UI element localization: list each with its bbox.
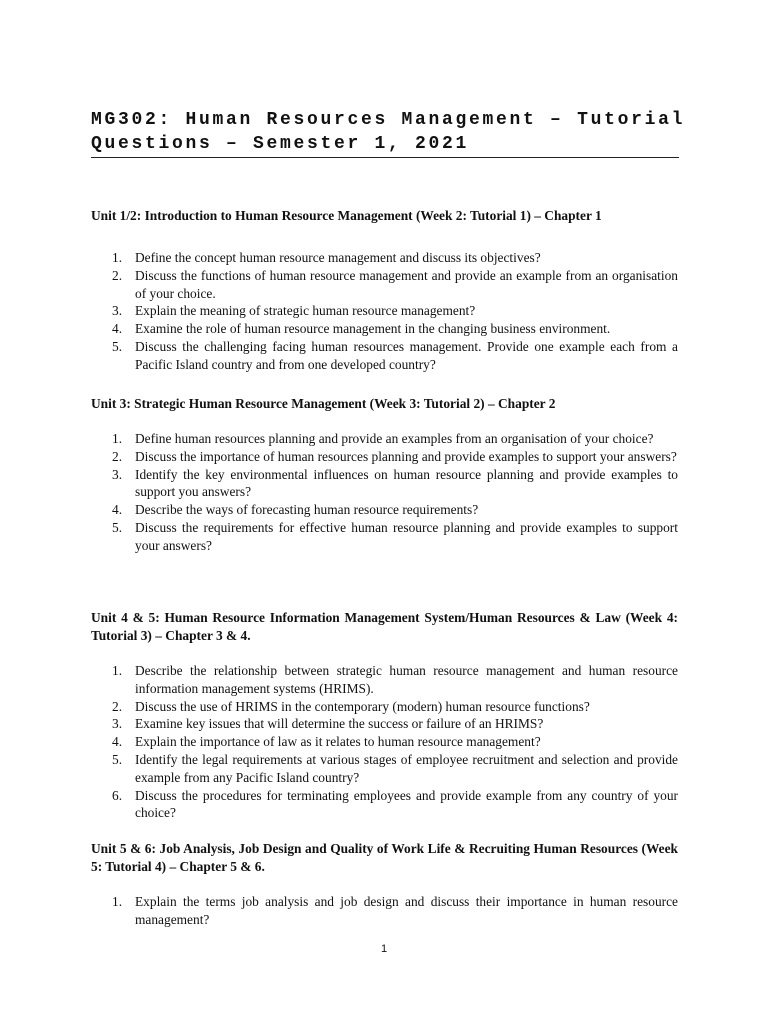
question-item [91,662,678,698]
page-number: 1 [380,943,388,955]
question-item [91,320,678,338]
question-text: Define the concept human resource management and discuss its objectives? [135,250,541,265]
title-underline [91,157,679,158]
question-number: 1. [112,250,123,265]
question-text: Explain the importance of law as it relates to human resource management? [135,734,541,750]
question-number: 2. [112,448,123,464]
unit-heading: Unit 3: Strategic Human Resource Management (Week 3: Tutorial 2) – Chapter 2 [91,396,556,411]
document-title [91,108,686,156]
question-text: Discuss the functions of human resource management and provide an example from an organisation of your choice. [135,267,678,301]
question-item [91,302,678,320]
question-text: Describe the ways of forecasting human resource requirements? [135,502,479,518]
question-item [91,733,678,751]
question-number: 5. [112,519,123,535]
question-number: 6. [112,787,123,803]
question-number: 3. [112,716,123,732]
question-item [91,519,678,555]
question-list [91,430,678,555]
question-number: 1. [112,431,123,446]
question-number: 4. [112,734,123,750]
title-line-2: Questions – Semester 1, 2021 [91,134,470,154]
question-text: Identify the legal requirements at various stages of employee recruitment and selection and provide example from any Pacific Island country? [135,751,678,785]
question-text: Discuss the importance of human resources planning and provide examples to support your answers? [135,448,677,464]
question-text: Discuss the procedures for terminating employees and provide example from any country of your choice? [135,787,678,821]
unit-heading: Unit 4 & 5: Human Resource Information Management System/Human Resources & Law (Week 4: Tutorial 3) – Chapter 3 & 4. [91,610,678,643]
question-item [91,448,678,466]
question-text: Identify the key environmental influences on human resource planning and provide examples to support you answers? [135,466,678,500]
question-text: Examine the role of human resource management in the changing business environment. [135,321,611,337]
question-item [91,893,678,929]
question-number: 5. [112,338,123,354]
question-item [91,501,678,519]
question-list [91,249,678,374]
question-number: 2. [112,698,123,714]
question-item [91,751,678,787]
unit-section-2 [91,395,678,555]
title-line-1: MG302: Human Resources Management – Tutorial [91,110,686,130]
question-text: Discuss the requirements for effective human resource planning and provide examples to support your answers? [135,519,678,553]
unit-section-3 [91,609,678,822]
question-item [91,249,678,267]
question-text: Examine key issues that will determine the success or failure of an HRIMS? [135,716,544,732]
question-number: 4. [112,321,123,337]
question-number: 5. [112,751,123,767]
unit-heading: Unit 5 & 6: Job Analysis, Job Design and Quality of Work Life & Recruiting Human Resources (Week 5: Tutorial 4) – Chapter 5 & 6. [91,841,678,874]
question-number: 3. [112,303,123,319]
question-text: Discuss the use of HRIMS in the contemporary (modern) human resource functions? [135,698,590,714]
unit-heading: Unit 1/2: Introduction to Human Resource Management (Week 2: Tutorial 1) – Chapter 1 [91,208,602,223]
unit-section-1 [91,207,678,374]
question-list [91,893,678,929]
question-text: Discuss the challenging facing human resources management. Provide one example each from a Pacific Island country and from one developed country? [135,338,678,372]
question-list [91,662,678,822]
question-item [91,715,678,733]
question-number: 1. [112,894,123,909]
question-item [91,430,678,448]
question-text: Explain the terms job analysis and job design and discuss their importance in human resource management? [135,894,678,927]
question-text: Define human resources planning and provide an examples from an organisation of your choice? [135,431,654,446]
question-item [91,787,678,823]
question-item [91,466,678,502]
question-text: Explain the meaning of strategic human resource management? [135,303,476,319]
question-number: 2. [112,267,123,283]
question-text: Describe the relationship between strategic human resource management and human resource information management systems (HRIMS). [135,663,678,696]
question-number: 1. [112,663,123,678]
question-number: 3. [112,466,123,482]
question-item [91,267,678,303]
question-item [91,338,678,374]
question-number: 4. [112,502,123,518]
unit-section-4 [91,840,678,929]
question-item [91,698,678,716]
